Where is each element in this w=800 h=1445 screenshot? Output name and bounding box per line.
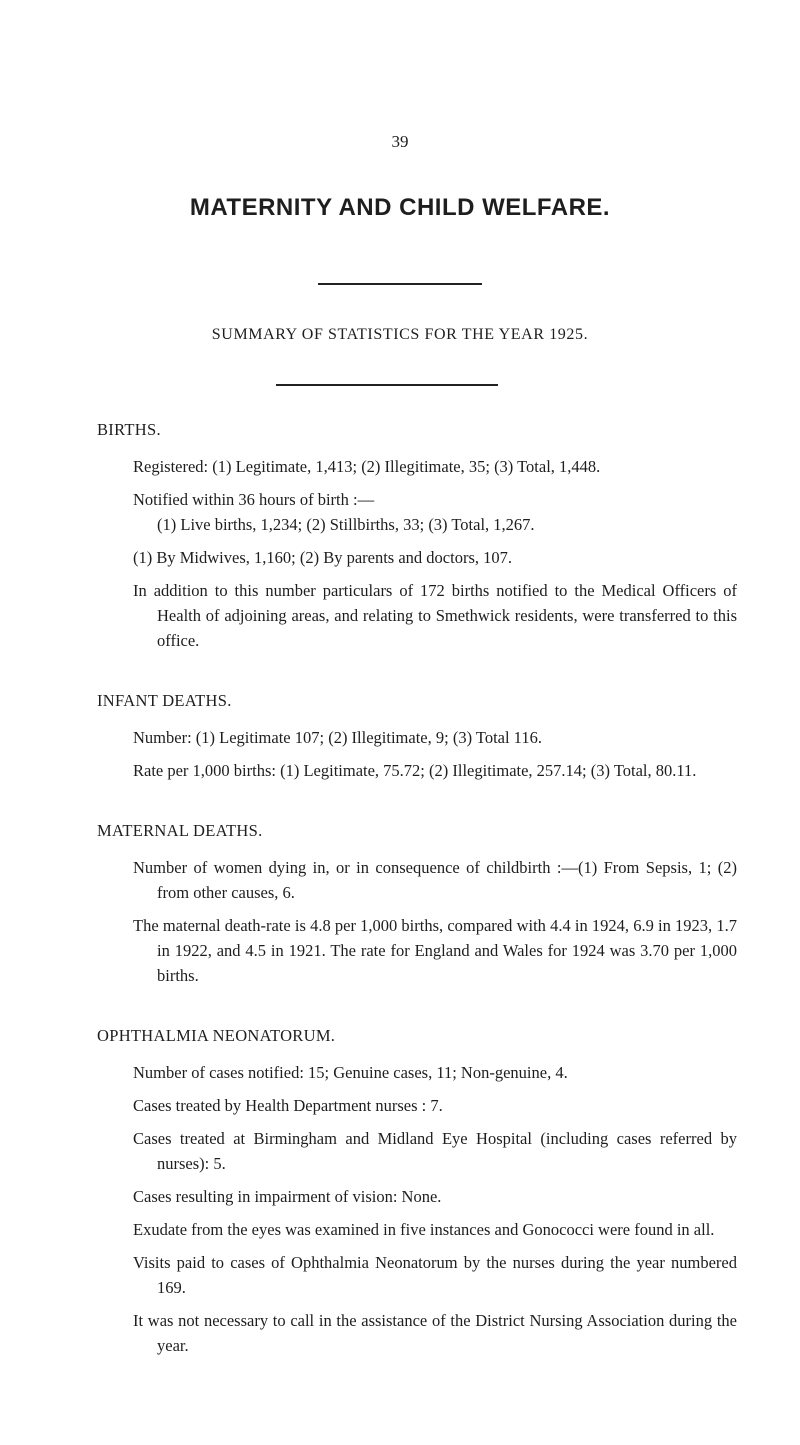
document-body xyxy=(97,417,737,1366)
page-number: 39 xyxy=(391,132,409,151)
maternal-deaths-section xyxy=(97,818,737,988)
births-registered: Registered: (1) Legitimate, 1,413; (2) Illegitimate, 35; (3) Total, 1,448. xyxy=(133,457,601,476)
births-section xyxy=(97,417,737,653)
maternal-deaths-rate: The maternal death-rate is 4.8 per 1,000 births, compared with 4.4 in 1924, 6.9 in 1923, 1.7 in 1922, and 4.5 in 1921. The rate for England and Wales for 1924 was 3.70 per 1,000 births. xyxy=(133,916,737,985)
ophthalmia-impairment: Cases resulting in impairment of vision: None. xyxy=(133,1187,442,1206)
page-subtitle: SUMMARY OF STATISTICS FOR THE YEAR 1925. xyxy=(211,326,589,343)
births-notified-intro: Notified within 36 hours of birth :— xyxy=(133,490,375,509)
ophthalmia-visits: Visits paid to cases of Ophthalmia Neonatorum by the nurses during the year numbered 169. xyxy=(133,1253,737,1297)
infant-deaths-number: Number: (1) Legitimate 107; (2) Illegitimate, 9; (3) Total 116. xyxy=(133,728,542,747)
title-divider xyxy=(318,283,482,285)
births-heading: BIRTHS. xyxy=(97,420,161,439)
ophthalmia-treated-nurses: Cases treated by Health Department nurses : 7. xyxy=(133,1096,443,1115)
ophthalmia-district-nursing: It was not necessary to call in the assistance of the District Nursing Association during the year. xyxy=(133,1311,737,1355)
ophthalmia-treated-hospital: Cases treated at Birmingham and Midland Eye Hospital (including cases referred by nurses): 5. xyxy=(133,1129,737,1173)
births-addition: In addition to this number particulars of 172 births notified to the Medical Officers of Health of adjoining areas, and relating to Smethwick residents, were transferred to this office. xyxy=(133,581,737,650)
ophthalmia-section xyxy=(97,1023,737,1358)
births-notified-by: (1) By Midwives, 1,160; (2) By parents and doctors, 107. xyxy=(133,548,512,567)
maternal-deaths-number: Number of women dying in, or in consequence of childbirth :—(1) From Sepsis, 1; (2) from other causes, 6. xyxy=(133,858,737,902)
page-title: MATERNITY AND CHILD WELFARE. xyxy=(189,194,611,222)
ophthalmia-heading: OPHTHALMIA NEONATORUM. xyxy=(97,1026,336,1045)
maternal-deaths-heading: MATERNAL DEATHS. xyxy=(97,821,263,840)
subtitle-divider xyxy=(276,384,498,386)
infant-deaths-heading: INFANT DEATHS. xyxy=(97,691,232,710)
ophthalmia-exudate: Exudate from the eyes was examined in five instances and Gonococci were found in all. xyxy=(133,1220,715,1239)
infant-deaths-rate: Rate per 1,000 births: (1) Legitimate, 75.72; (2) Illegitimate, 257.14; (3) Total, 80.11. xyxy=(133,761,697,780)
infant-deaths-section xyxy=(97,688,737,783)
ophthalmia-cases-notified: Number of cases notified: 15; Genuine cases, 11; Non-genuine, 4. xyxy=(133,1063,568,1082)
births-notified-counts: (1) Live births, 1,234; (2) Stillbirths, 33; (3) Total, 1,267. xyxy=(157,515,535,534)
